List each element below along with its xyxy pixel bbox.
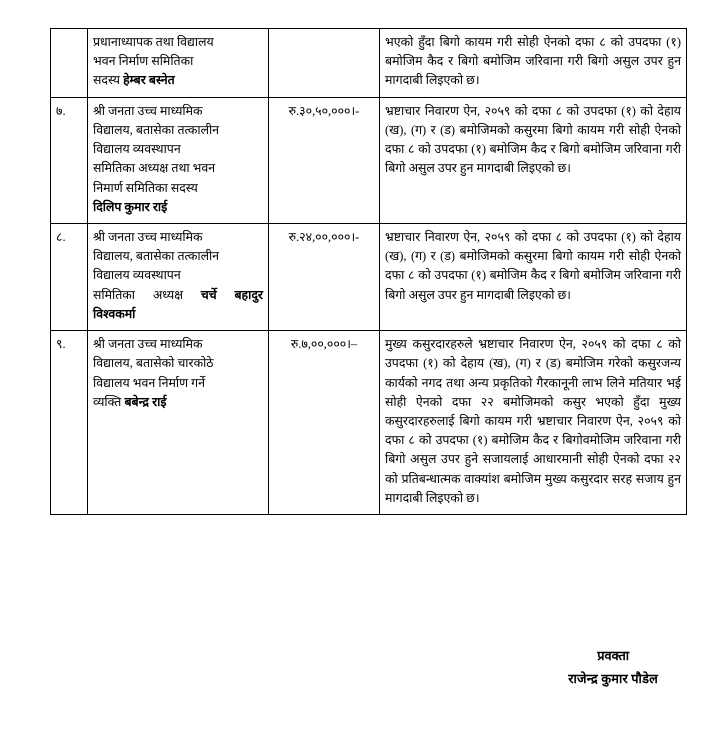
description-person-name: चर्चे बहादुर विश्वकर्मा [93, 287, 263, 321]
table-row [51, 29, 687, 98]
row-amount [269, 29, 380, 98]
description-person-name: दिलिप कुमार राई [93, 199, 168, 214]
row-serial-number: ७. [51, 97, 88, 223]
row-remark: मुख्य कसुरदारहरुले भ्रष्टाचार निवारण ऐन, २०५९ को दफा ८ को उपदफा (१) को देहाय (ख), (ग) र (ड) बमोजिम गरेको कसुरजन्य कार्यको नगद तथा अन्य प्रकृतिको गैरकानूनी लाभ लिने मतियार भई सोही ऐनको दफा २२ बमोजिमको कसुर भएको हुँदा मुख्य कसुरदारहरुलाई बिगो कायम गरी भ्रष्टाचार निवारण ऐन, २०५९ को दफा ८ को उपदफा (१) बमोजिम कैद र बिगोवमोजिम जरिवाना गरी बिगो असुल उपर हुने सजायलाई आधारमानी सोही ऐनको दफा २२ को प्रतिबन्धात्मक वाक्यांश बमोजिम मुख्य कसुरदार सरह सजाय हुन मागदाबी लिइएको छ। [380, 331, 687, 515]
description-line: सदस्य [93, 73, 124, 88]
row-serial-number: ८. [51, 223, 88, 330]
claims-table [50, 28, 687, 515]
row-description [88, 97, 269, 223]
table-row [51, 331, 687, 515]
row-amount: रु.२४,००,०००।- [269, 223, 380, 330]
table-row [51, 223, 687, 330]
row-remark: भ्रष्टाचार निवारण ऐन, २०५९ को दफा ८ को उपदफा (१) को देहाय (ख), (ग) र (ड) बमोजिमको कसुरमा बिगो कायम गरी सोही ऐनको दफा ८ को उपदफा (१) बमोजिम कैद र बिगो बमोजिम जरिवाना गरी बिगो असुल उपर हुन मागदाबी लिइएको छ। [380, 223, 687, 330]
signature-name: राजेन्द्र कुमार पौडेल [568, 671, 658, 686]
signature-title: प्रवक्ता [597, 649, 630, 664]
description-line: विद्यालय व्यवस्थापन [93, 142, 181, 157]
claims-table-body [51, 29, 687, 515]
description-line: विद्यालय, बतासेका तत्कालीन [93, 122, 220, 137]
description-person-name: हेम्बर बस्नेत [123, 73, 175, 88]
description-line: निमार्ण समितिका सदस्य [93, 180, 198, 195]
description-line: श्री जनता उच्च माध्यमिक [93, 229, 203, 244]
description-line: विद्यालय भवन निर्माण गर्ने [93, 375, 205, 390]
row-remark: भ्रष्टाचार निवारण ऐन, २०५९ को दफा ८ को उपदफा (१) को देहाय (ख), (ग) र (ड) बमोजिमको कसुरमा बिगो कायम गरी सोही ऐनको दफा ८ को उपदफा (१) बमोजिम कैद र बिगो बमोजिम जरिवाना गरी बिगो असुल उपर हुन मागदाबी लिइएको छ। [380, 97, 687, 223]
row-amount: रु.७,००,०००।– [269, 331, 380, 515]
row-remark: भएको हुँदा बिगो कायम गरी सोही ऐनको दफा ८ को उपदफा (१) बमोजिम कैद र बिगो बमोजिम जरिवाना गरी बिगो असुल उपर हुन मागदाबी लिइएको छ। [380, 29, 687, 98]
description-line: विद्यालय व्यवस्थापन [93, 268, 181, 283]
description-line: प्रधानाध्यापक तथा विद्यालय [93, 35, 214, 49]
description-line: श्री जनता उच्च माध्यमिक [93, 103, 203, 118]
description-line: भवन निर्माण समितिका [93, 54, 194, 69]
description-person-name: बबेन्द्र राई [124, 394, 167, 409]
row-serial-number: ९. [51, 331, 88, 515]
row-description [88, 331, 269, 515]
table-row [51, 97, 687, 223]
description-line: विद्यालय, बतासेका तत्कालीन [93, 249, 220, 264]
row-description [88, 29, 269, 98]
row-serial-number [51, 29, 88, 98]
signature-block [568, 645, 658, 690]
description-line: समितिका अध्यक्ष तथा भवन [93, 161, 216, 176]
description-line: श्री जनता उच्च माध्यमिक [93, 337, 203, 352]
description-line: विद्यालय, बतासेको चारकोठे [93, 356, 214, 371]
description-line: व्यक्ति [93, 394, 125, 409]
row-description [88, 223, 269, 330]
row-amount: रु.३०,५०,०००।- [269, 97, 380, 223]
description-line: समितिका अध्यक्ष [93, 287, 201, 302]
